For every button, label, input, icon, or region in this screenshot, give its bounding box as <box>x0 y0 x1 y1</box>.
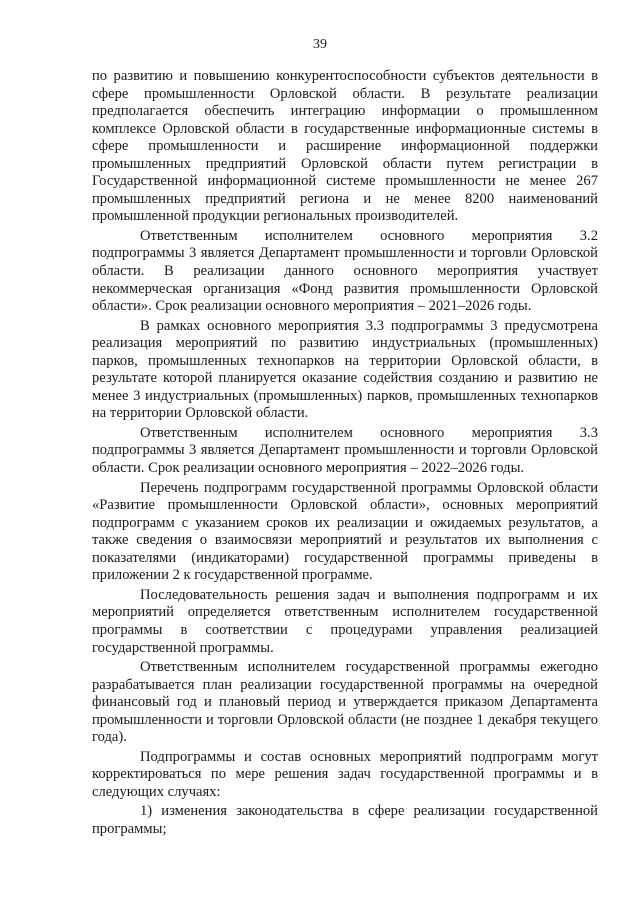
paragraph: Ответственным исполнителем основного мероприятия 3.3 подпрограммы 3 является Департамент промышленности и торговли Орловской области. Срок реализации основного мероприятия – 2022–2026 годы. <box>92 424 598 477</box>
paragraph: Ответственным исполнителем государственной программы ежегодно разрабатывается план реализации государственной программы на очередной финансовый год и плановый период и утверждается приказом Департамента промышленности и торговли Орловской области (не позднее 1 декабря текущего года). <box>92 659 598 746</box>
paragraph: Подпрограммы и состав основных мероприятий подпрограмм могут корректироваться по мере решения задач государственной программы и в следующих случаях: <box>92 748 598 800</box>
paragraph: Перечень подпрограмм государственной программы Орловской области «Развитие промышленности Орловской области», основных мероприятий подпрограмм с указанием сроков их реализации и ожидаемых результатов, а также сведения о взаимосвязи мероприятий и результатов их выполнения с показателями (индикаторами) государственной программы приведены в приложении 2 к государственной программе. <box>92 479 598 584</box>
paragraph: Ответственным исполнителем основного мероприятия 3.2 подпрограммы 3 является Департамент промышленности и торговли Орловской области. В реализации данного основного мероприятия участвует некоммерческая организация «Фонд развития промышленности Орловской области». Срок реализации основного мероприятия – 2021–2026 годы. <box>92 227 598 315</box>
paragraph: Последовательность решения задач и выполнения подпрограмм и их мероприятий определяется ответственным исполнителем государственной программы в соответствии с процедурами управления реализацией государственной программы. <box>92 586 598 656</box>
paragraph: В рамках основного мероприятия 3.3 подпрограммы 3 предусмотрена реализация мероприятий по развитию индустриальных (промышленных) парков, промышленных технопарков на территории Орловской области, в результате которой планируется оказание содействия созданию и развитию не менее 3 индустриальных (промышленных) парков, промышленных технопарков на территории Орловской области. <box>92 317 598 422</box>
page-number: 39 <box>313 37 327 52</box>
document-body <box>92 68 598 839</box>
paragraph: по развитию и повышению конкурентоспособности субъектов деятельности в сфере промышленности Орловской области. В результате реализации предполагается обеспечить интеграцию информации о промышленном комплексе Орловской области в государственные информационные системы в сфере промышленности и расширение информационной поддержки промышленных предприятий Орловской области путем регистрации в Государственной информационной системе промышленности не менее 267 промышленных предприятий региона и не менее 8200 наименований промышленной продукции региональных производителей. <box>92 68 598 225</box>
paragraph: 1) изменения законодательства в сфере реализации государственной программы; <box>92 803 598 837</box>
